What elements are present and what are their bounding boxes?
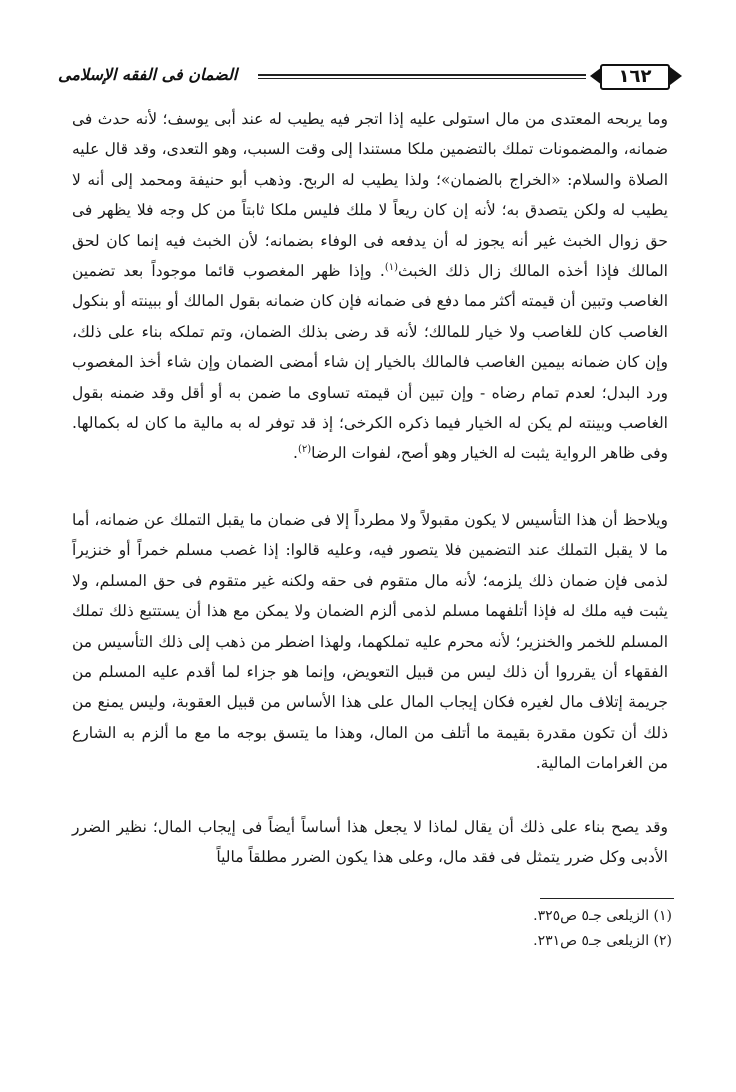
footnote-ref-1: (١): [384, 261, 398, 273]
paragraph-1-text-b: . وإذا ظهر المغصوب قائما موجوداً بعد تضمين الغاصب وتبين أن قيمته أكثر مما دفع فى ضمانه فإن كان ضمانه بقول المالك أو ببينته أو بنكول الغاصب كان للغاصب ولا خيار للمالك؛ لأنه قد رضى بذلك الضمان، وتم تملكه بناء على ذلك، وإن كان ضمانه بيمين الغاصب فالمالك بالخيار إن شاء أمضى الضمان وإن شاء أخذ المغصوب ورد البدل؛ لعدم تمام رضاه - وإن تبين أن قيمته تساوى ما ضمن به أو أقل وقد ضمنه بقول الغاصب وبينته لم يكن له الخيار فيما ذكره الكرخى؛ إذ قد توفر له به مالية ما كان له بكمالها. وفى ظاهر الرواية يثبت له الخيار وهو أصح، لفوات الرضا: [72, 262, 668, 463]
page-number-right-arrow-icon: [670, 67, 682, 85]
paragraph-1-text-a: وما يربحه المعتدى من مال استولى عليه إذا اتجر فيه يطيب له عند أبى يوسف؛ لأنه حدث فى ضمانه، والمضمونات تملك بالتضمين ملكا مستندا إلى وقت السبب، وهو التعدى، وقد قال عليه الصلاة والسلام: «الخراج بالضمان»؛ ولذا يطيب له الربح. وذهب أبو حنيفة ومحمد إلى أنه لا يطيب له ولكن يتصدق به؛ لأنه إن كان ريعاً لا ملك فليس ملكا ثابتاً من كل وجه فلا يظهر فى حق زوال الخبث غير أنه يجوز له أن يدفعه فى الوفاء بضمانه؛ لأن الخبث فيه إنما كان لحق المالك فإذا أخذه المالك زال ذلك الخبث: [72, 110, 668, 281]
paragraph-1-text-end: .: [293, 444, 298, 463]
footnotes: [72, 904, 672, 954]
page-header: [58, 64, 682, 90]
page-number: ١٦٢: [600, 64, 670, 90]
footnote-ref-2: (٢): [297, 444, 312, 456]
footnote-separator: [540, 898, 674, 899]
header-rule: [258, 74, 586, 79]
paragraph-2: ويلاحظ أن هذا التأسيس لا يكون مقبولاً ولا مطرداً إلا فى ضمان ما يقبل التملك عن ضمانه، أما ما لا يقبل التملك عند التضمين فلا يتصور فيه، وعليه قالوا: إذا غصب مسلم خمراً أو خنزيراً لذمى فإن ضمان ذلك يلزمه؛ لأنه مال متقوم فى حقه ولكنه غير متقوم فى حق المسلم، ولا يثبت فيه ملك له فإذا أتلفهما مسلم لذمى ألزم الضمان ولا يمكن مع هذا أن يستتبع ذلك تملك المسلم للخمر والخنزير؛ لأنه محرم عليه تملكهما، ولهذا اضطر من ذهب إلى ذلك التأسيس من الفقهاء أن يقرروا أن ذلك ليس من قبيل التعويض، وإنما هو جزاء لما أقدم عليه المسلم من جريمة إتلاف مال لغيره فكان إيجاب المال على هذا الأساس من قبيل العقوبة، وليس يمنع من ذلك أن تكون مقدرة بقيمة ما أتلف من المال، وهذا ما يتسق بوجه ما مع ما ألزم به الشارع من الغرامات المالية.: [72, 511, 668, 773]
footnote-2: (٢) الزيلعى جـ٥ ص٢٣١.: [533, 933, 672, 949]
paragraph-3: وقد يصح بناء على ذلك أن يقال لماذا لا يجعل هذا أساساً أيضاً فى إيجاب المال؛ نظير الضرر الأدبى وكل ضرر يتمثل فى فقد مال، وعلى هذا يكون الضرر مطلقاً مالياً: [72, 818, 668, 867]
footnote-1: (١) الزيلعى جـ٥ ص٣٢٥.: [533, 908, 672, 924]
paragraph-1: [72, 104, 668, 469]
book-title: الضمان فى الفقه الإسلامى: [58, 65, 238, 84]
